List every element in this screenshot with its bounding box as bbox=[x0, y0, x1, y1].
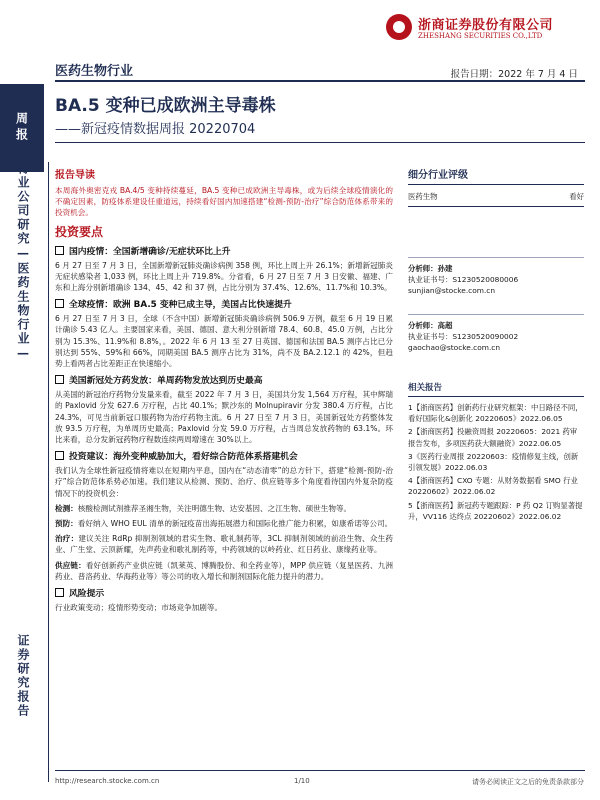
sub-point-label: 治疗： bbox=[55, 534, 79, 544]
point-heading bbox=[55, 449, 393, 462]
sidebar-divider bbox=[48, 162, 49, 782]
rating-heading: 细分行业评级 bbox=[408, 166, 584, 185]
point-heading bbox=[55, 373, 393, 386]
report-subtitle: ——新冠疫情数据周报 20220704 bbox=[55, 122, 256, 137]
analyst-block bbox=[408, 314, 584, 353]
rating-value: 看好 bbox=[569, 192, 584, 201]
title-divider bbox=[55, 142, 585, 143]
sub-point-label: 检测： bbox=[55, 503, 78, 513]
risk-text: 行业政策变动；疫情形势变动；市场竞争加剧等。 bbox=[55, 603, 223, 613]
point-text: 我们认为全球性新冠疫情将难以在短期内平息，国内在“动态清零”的总方针下，搭建“检测-预防-治疗”综合防范体系势必加速。我们建议从检测、预防、治疗、供应链等多个角度看待国内外复杂防疫情况下的投资机会： bbox=[55, 466, 393, 498]
top-divider bbox=[55, 80, 585, 82]
guide-text: 本周海外奥密克戎 BA.4/5 变种持续蔓延，BA.5 变种已成欧洲主导毒株，或为后续全球疫情演化的不确定因素，防疫体系建设任重道远，持续看好国内加速搭建“检测-预防-治疗”综合防范体系带来的投资机会。 bbox=[55, 186, 393, 218]
sub-point-label: 预防： bbox=[55, 519, 78, 529]
sidebar-category: 行业公司研究—医药生物行业— bbox=[16, 162, 30, 362]
related-item[interactable]: 5【浙商医药】新冠药专题跟踪：P 药 Q2 订购显著提升，VV116 达终点 20220602》2022.06.02 bbox=[408, 500, 583, 521]
point-title: 全球疫情：欧洲 BA.5 变种已成主导，美国占比快速提升 bbox=[69, 300, 292, 311]
point-text: 从美国的新冠治疗药物分发量来看，截至 2022 年 7 月 3 日，美国共分发 1,564 万疗程，其中辉瑞的 Paxlovid 分发 627.6 万疗程，占比 40.1%；默沙东的 Molnupiravir 分发 380.4 万疗程，占比 24.3%，可见当前新冠口服药物为治疗药物主流。6 月 27 日至 7 月 3 日，美国新冠处方药整体发放 93.5 万疗程，为单周历史最高；Paxlovid 分发 59.0 万疗程，占当周总发放药物的 63.1%。环比来看，总分发新冠药物疗程数连续两周增速在 30%以上。 bbox=[55, 390, 393, 445]
sub-point-text: 看好纳入 WHO EUL 清单的新冠疫苗出海拓展潜力和国际化推广能力积累，如康希诺等公司。 bbox=[77, 519, 393, 529]
point-title: 投资建议：海外变种威胁加大，看好综合防范体系搭建机会 bbox=[69, 452, 298, 463]
guide-heading: 报告导读 bbox=[55, 170, 95, 181]
sub-point-text: 建议关注 RdRp 抑制剂领域的君实生物、歌礼制药等，3CL 抑制剂领域的前沿生物、众生药业、广生堂、云顶新耀，先声药业和歌礼制药等，中药领域的以岭药业、红日药业、康缘药业等。 bbox=[55, 534, 394, 555]
report-title: BA.5 变种已成欧洲主导毒株 bbox=[55, 96, 276, 116]
analyst-email[interactable]: gaochao@stocke.com.cn bbox=[408, 343, 501, 352]
related-item[interactable]: 1【浙商医药】创新药行业研究框架：中日路径不同，看好国际化&创新化 20220605》2022.06.05 bbox=[408, 403, 583, 424]
rating-sector: 医药生物 bbox=[408, 192, 438, 201]
footer-url[interactable]: http://research.stocke.com.cn bbox=[55, 777, 160, 785]
page-number: 1/10 bbox=[294, 777, 310, 785]
disclaimer-note: 请务必阅读正文之后的免责条款部分 bbox=[472, 778, 584, 786]
sub-point-text: 看好创新药产业供应链（凯莱英、博腾股份、和全药业等），MPP 供应链（复星医药、九洲药业、普洛药业、华海药业等）等公司的收入增长和制剂国际化能力提升的潜力。 bbox=[55, 560, 393, 581]
sidebar-footer-label: 证券研究报告 bbox=[16, 634, 30, 718]
checkbox-icon bbox=[55, 246, 64, 255]
related-item[interactable]: 2【浙商医药】投融资周报 20220605：2021 药审报告发布，多项医药获大额融资》2022.06.05 bbox=[408, 427, 578, 448]
point-title: 美国新冠处方药发放：单周药物发放达到历史最高 bbox=[69, 376, 263, 387]
sub-point-text: 核酸检测试剂推荐圣湘生物，关注明德生物、达安基因、之江生物、硕世生物等。 bbox=[77, 503, 352, 513]
sub-point bbox=[55, 560, 393, 582]
analyst-cert: 执业证书号：S1230520090002 bbox=[408, 332, 519, 341]
sub-point bbox=[55, 518, 393, 529]
report-date: 报告日期：2022 年 7 月 4 日 bbox=[450, 69, 578, 80]
checkbox-icon bbox=[55, 451, 64, 460]
risk-heading bbox=[55, 586, 393, 599]
sub-point-label: 供应链： bbox=[55, 560, 86, 570]
sub-point bbox=[55, 533, 393, 555]
checkbox-icon bbox=[55, 299, 64, 308]
checkbox-icon bbox=[55, 588, 64, 597]
footer-divider bbox=[55, 770, 585, 771]
doc-type-badge: 周报 bbox=[0, 84, 44, 172]
analyst-name: 分析师：高超 bbox=[408, 321, 453, 330]
point-title: 国内疫情：全国新增确诊/无症状环比上升 bbox=[69, 246, 231, 257]
point-text: 6 月 27 日至 7 月 3 日，全球（不含中国）新增新冠肺炎确诊病例 506.9 万例，截至 6 月 19 日累计确诊 5.43 亿人。主要国家来看，美国、德国、意大利分别新增 78.4、60.8、45.0 万例，占比分别为 15.3%、11.9%和 8.8%，。2022 年 6 月 13 至 27 日英国、德国和法国 BA.5 测序占比已分别达到 55%、59%和 66%，同期美国 BA.5 测序占比为 31%，尚不及 BA.2.12.1 的 42%，但趋势上看两者占比差距正在快速缩小。 bbox=[55, 314, 393, 369]
point-text: 6 月 27 日至 7 月 3 日，全国新增新冠肺炎确诊病例 358 例，环比上周上升 26.1%；新增新冠肺炎无症状感染者 1,033 例，环比上周上升 719.8%。分省看，6 月 27 日至 7 月 3 日安徽、福建、广东和上海分别新增确诊 134、45、42 和 37 例，占比分别为 37.4%、12.6%、11.7%和 10.3%。 bbox=[55, 260, 393, 293]
related-heading: 相关报告 bbox=[408, 381, 584, 397]
risk-title: 风险提示 bbox=[69, 589, 105, 600]
right-sidebar bbox=[408, 166, 584, 524]
analyst-block bbox=[408, 257, 584, 296]
analyst-cert: 执业证书号：S1230520080006 bbox=[408, 275, 519, 284]
analyst-name: 分析师：孙建 bbox=[408, 264, 453, 273]
company-name-cn: 浙商证券股份有限公司 bbox=[418, 18, 554, 33]
sub-point bbox=[55, 503, 393, 514]
analyst-email[interactable]: sunjian@stocke.com.cn bbox=[408, 286, 496, 295]
points-heading: 投资要点 bbox=[55, 224, 104, 239]
point-heading bbox=[55, 297, 393, 310]
related-item[interactable]: 4【浙商医药】CXO 专题：从财务数据看 SMO 行业 20220602》2022.06.02 bbox=[408, 476, 578, 497]
main-content bbox=[55, 166, 393, 617]
company-logo-icon bbox=[386, 14, 412, 40]
company-name-en: ZHESHANG SECURITIES CO.,LTD bbox=[418, 32, 543, 40]
related-item[interactable]: 3《医药行业周报 20220603：疫情修复主线，创新引领发展》2022.06.03 bbox=[408, 451, 579, 473]
rating-row bbox=[408, 191, 584, 207]
industry-label: 医药生物行业 bbox=[55, 64, 134, 79]
point-heading bbox=[55, 244, 393, 257]
checkbox-icon bbox=[55, 375, 64, 384]
